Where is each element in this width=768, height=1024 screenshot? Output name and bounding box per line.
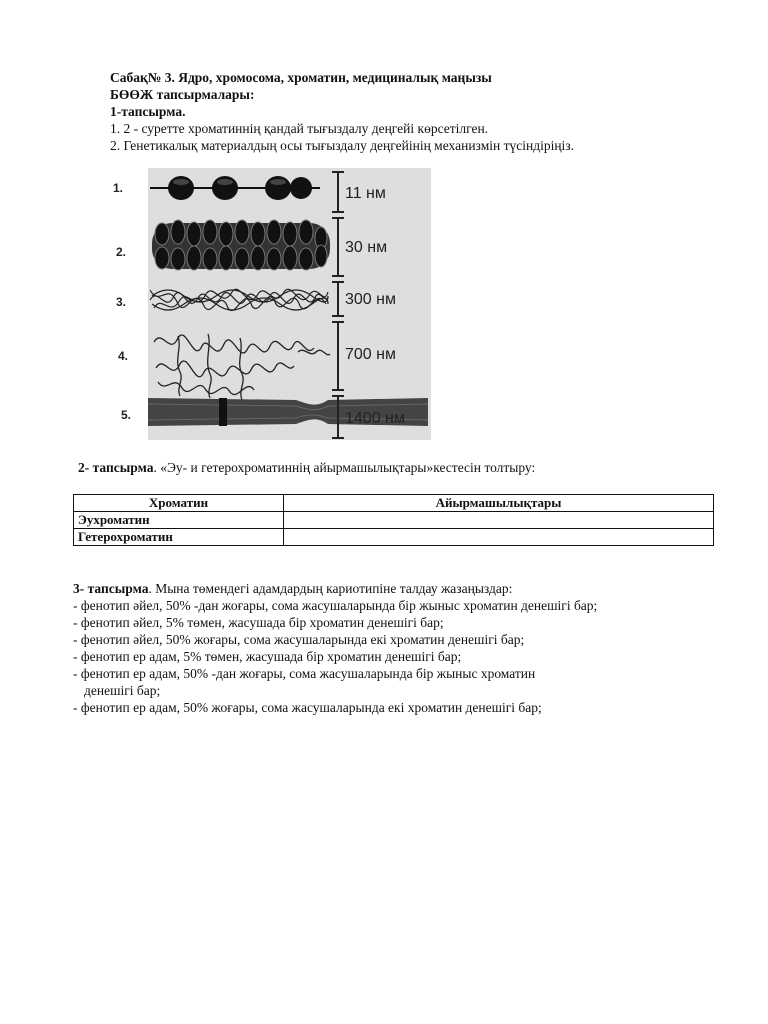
task3-label: 3- тапсырма — [73, 581, 149, 596]
scale-bars — [332, 172, 344, 438]
chromatin-packing-figure — [148, 168, 431, 440]
task1-question-2: 2. Генетикалық материалдың осы тығыздалу деңгейінің механизмін түсіндіріңіз. — [110, 138, 575, 153]
table-cell-heterochromatin-differences[interactable] — [284, 529, 714, 546]
task3-item-5-continued: денешігі бар; — [84, 683, 161, 698]
scale-label-1: 11 нм — [345, 185, 386, 202]
task3-intro: . Мына төмендегі адамдардың кариотипіне талдау жазаңыздар: — [148, 581, 513, 596]
task2-instruction — [78, 459, 535, 476]
task1-heading: 1-тапсырма. — [110, 104, 186, 119]
figure-number-1: 1. — [113, 181, 124, 195]
task3-item-4: - фенотип ер адам, 5% төмен, жасушада бір хроматин денешігі бар; — [73, 649, 462, 664]
condensed-loops — [154, 334, 330, 400]
task2-text: . «Эу- и гетерохроматиннің айырмашылықтары»кестесін толтыру: — [153, 460, 536, 475]
figure-number-5: 5. — [121, 408, 132, 422]
table-header-row — [74, 495, 714, 512]
scale-label-3: 300 нм — [345, 291, 396, 308]
chromatin-difference-table — [73, 494, 714, 546]
figure-number-4: 4. — [118, 349, 129, 363]
task2-label: 2- тапсырма — [78, 460, 154, 475]
task3-item-1: - фенотип әйел, 50% -дан жоғары, сома жасушаларында бір жыныс хроматин денешігі бар; — [73, 598, 598, 613]
task3-item-6: - фенотип ер адам, 50% жоғары, сома жасушаларында екі хроматин денешігі бар; — [73, 700, 542, 715]
task3-item-3: - фенотип әйел, 50% жоғары, сома жасушаларында екі хроматин денешігі бар; — [73, 632, 525, 647]
table-row — [74, 529, 714, 546]
figure-number-3: 3. — [116, 295, 127, 309]
table-cell-heterochromatin: Гетерохроматин — [74, 529, 284, 546]
table-header-differences: Айырмашылықтары — [284, 495, 714, 512]
srs-tasks-heading: БӨӨЖ тапсырмалары: — [110, 87, 255, 102]
scale-label-5: 1400 нм — [345, 410, 405, 427]
figure-number-2: 2. — [116, 245, 127, 259]
task3-item-2: - фенотип әйел, 5% төмен, жасушада бір хроматин денешігі бар; — [73, 615, 444, 630]
task3-instruction — [73, 580, 512, 597]
table-header-chromatin: Хроматин — [74, 495, 284, 512]
solenoid-fiber — [152, 220, 330, 270]
lesson-title: Сабақ№ 3. Ядро, хромосома, хроматин, медициналық маңызы — [110, 70, 492, 85]
looped-domains — [150, 289, 328, 310]
table-cell-euchromatin-differences[interactable] — [284, 512, 714, 529]
nucleosome-string — [150, 176, 320, 200]
scale-label-2: 30 нм — [345, 239, 388, 256]
table-cell-euchromatin: Эухроматин — [74, 512, 284, 529]
table-row — [74, 512, 714, 529]
task1-question-1: 1. 2 - суретте хроматиннің қандай тығыздалу деңгейі көрсетілген. — [110, 121, 489, 136]
task3-item-5: - фенотип ер адам, 50% -дан жоғары, сома жасушаларында бір жыныс хроматин — [73, 666, 536, 681]
scale-label-4: 700 нм — [345, 346, 396, 363]
